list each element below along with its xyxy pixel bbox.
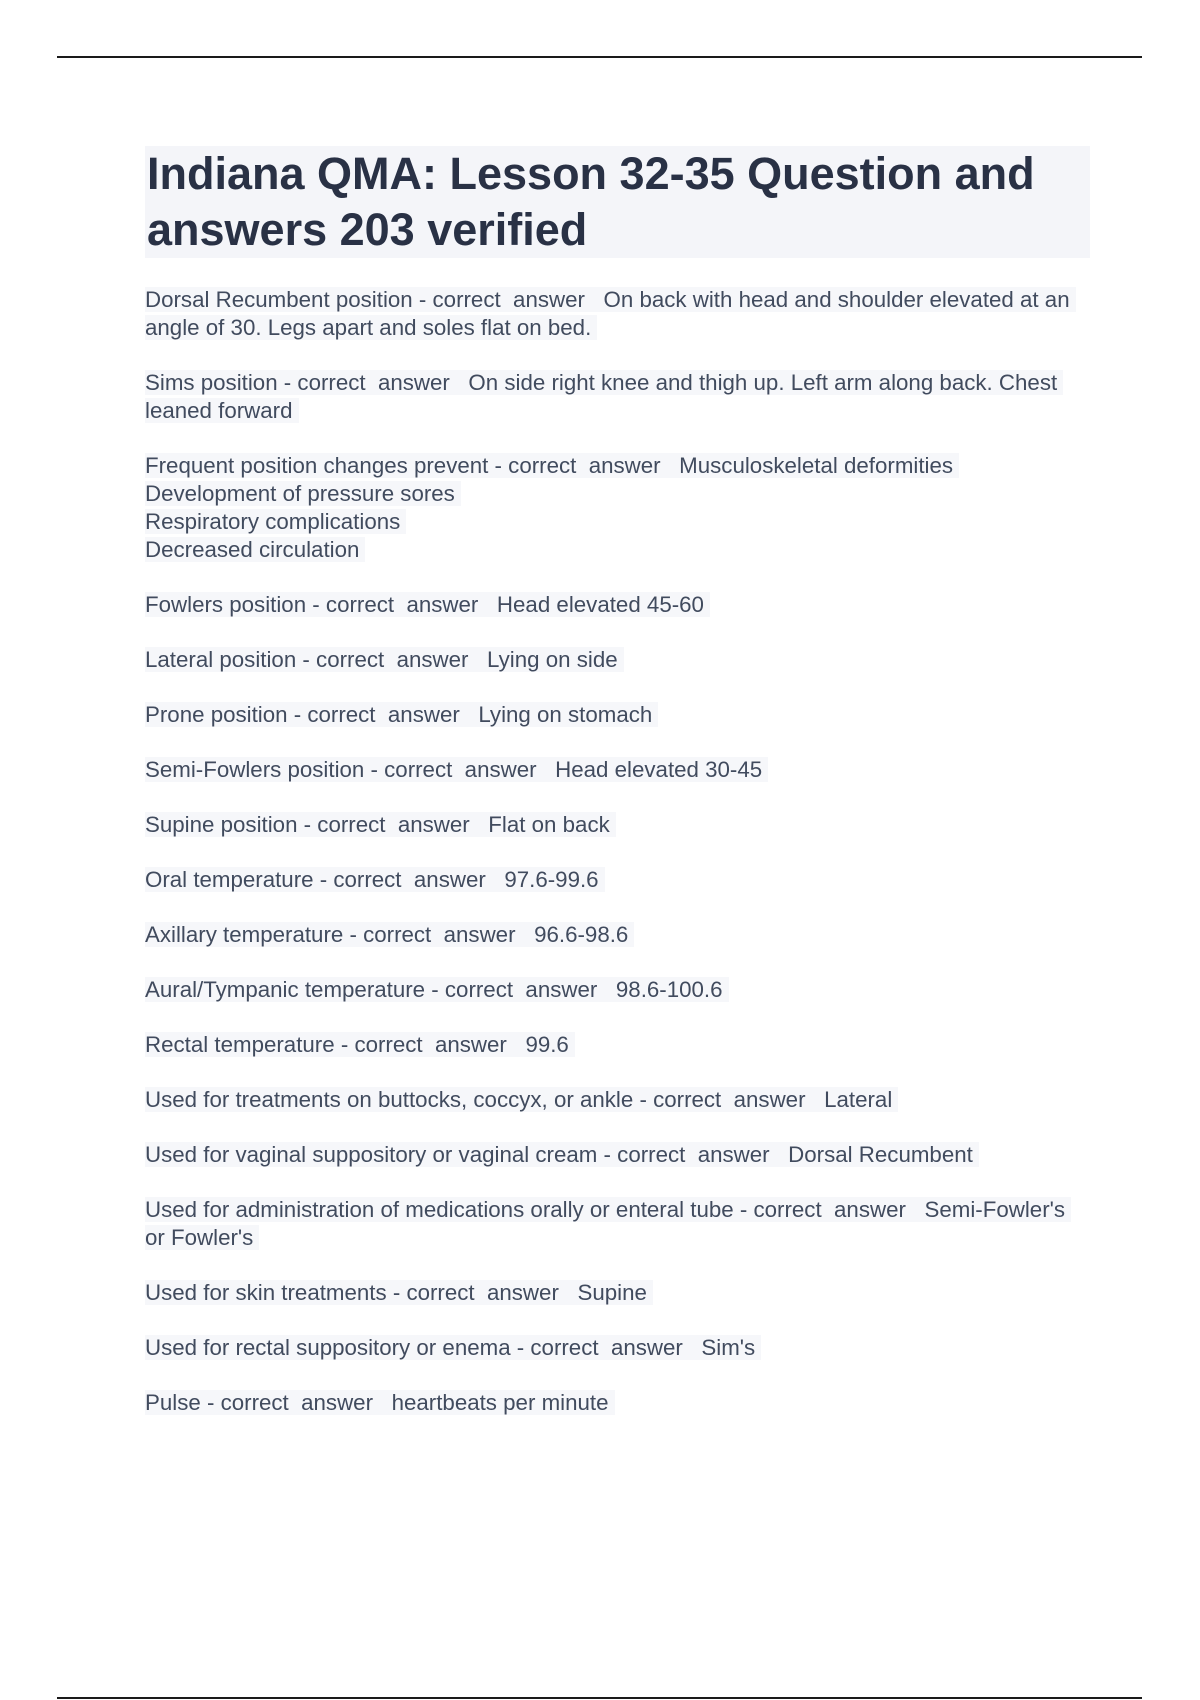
qa-list (145, 286, 1090, 1417)
question-text: Sims position (145, 370, 278, 395)
answer-separator: - correct answer (364, 757, 556, 782)
answer-separator: - correct answer (425, 977, 616, 1002)
question-text: Used for skin treatments (145, 1280, 387, 1305)
answer-text: Sim's (701, 1335, 756, 1360)
qa-item (145, 1086, 1090, 1114)
answer-text: Lying on stomach (478, 702, 653, 727)
answer-separator: - correct answer (297, 812, 489, 837)
answer-text: Flat on back (488, 812, 610, 837)
qa-first-line (145, 1032, 575, 1057)
answer-text: On back with head and shoulder elevated at an angle of 30. Legs apart and soles flat on bed. (145, 287, 1070, 340)
qa-first-line (145, 702, 658, 727)
qa-item (145, 646, 1090, 674)
qa-first-line (145, 453, 959, 478)
qa-item (145, 1389, 1090, 1417)
answer-text: Musculoskeletal deformities (679, 453, 954, 478)
qa-item (145, 866, 1090, 894)
answer-extra-line (145, 536, 1090, 564)
question-text: Used for vaginal suppository or vaginal cream (145, 1142, 598, 1167)
qa-item (145, 452, 1090, 564)
answer-separator: - correct answer (200, 1390, 392, 1415)
answer-extra-line (145, 508, 1090, 536)
question-text: Used for administration of medications orally or enteral tube (145, 1197, 734, 1222)
qa-item (145, 1031, 1090, 1059)
answer-separator: - correct answer (510, 1335, 702, 1360)
qa-first-line (145, 1087, 898, 1112)
answer-separator: - correct answer (296, 647, 488, 672)
answer-text: Semi-Fowler's or Fowler's (145, 1197, 1066, 1250)
qa-first-line (145, 1335, 761, 1360)
question-text: Used for rectal suppository or enema (145, 1335, 511, 1360)
qa-item (145, 921, 1090, 949)
answer-text: Development of pressure sores (145, 481, 461, 506)
question-text: Frequent position changes prevent (145, 453, 489, 478)
question-text: Prone position (145, 702, 288, 727)
qa-first-line (145, 1280, 653, 1305)
question-text: Dorsal Recumbent position (145, 287, 413, 312)
question-text: Supine position (145, 812, 298, 837)
qa-first-line (145, 370, 1063, 423)
question-text: Pulse (145, 1390, 201, 1415)
title-block (145, 146, 1090, 258)
question-text: Used for treatments on buttocks, coccyx, or ankle (145, 1087, 634, 1112)
answer-separator: - correct answer (412, 287, 604, 312)
qa-first-line (145, 922, 634, 947)
qa-first-line (145, 757, 768, 782)
answer-text: Head elevated 45-60 (496, 592, 704, 617)
answer-extra-line (145, 480, 1090, 508)
answer-text: 98.6-100.6 (615, 977, 723, 1002)
qa-first-line (145, 1142, 979, 1167)
qa-first-line (145, 647, 624, 672)
answer-text: Lying on side (487, 647, 618, 672)
answer-text: 96.6-98.6 (534, 922, 629, 947)
answer-separator: - correct answer (313, 867, 505, 892)
answer-separator: - correct answer (343, 922, 535, 947)
qa-item (145, 286, 1090, 342)
qa-item (145, 1196, 1090, 1252)
qa-item (145, 756, 1090, 784)
answer-text: 99.6 (525, 1032, 569, 1057)
answer-text: Decreased circulation (145, 537, 365, 562)
qa-item (145, 1334, 1090, 1362)
qa-item (145, 369, 1090, 425)
qa-first-line (145, 1197, 1071, 1250)
answer-separator: - correct answer (287, 702, 479, 727)
header-rule (57, 56, 1142, 58)
answer-text: heartbeats per minute (391, 1390, 609, 1415)
answer-text: Head elevated 30-45 (555, 757, 763, 782)
question-text: Lateral position (145, 647, 297, 672)
qa-first-line (145, 977, 729, 1002)
footer-rule (57, 1697, 1142, 1699)
qa-item (145, 1279, 1090, 1307)
qa-item (145, 1141, 1090, 1169)
question-text: Fowlers position (145, 592, 307, 617)
qa-item (145, 811, 1090, 839)
answer-text: 97.6-99.6 (504, 867, 599, 892)
question-text: Oral temperature (145, 867, 314, 892)
answer-separator: - correct answer (633, 1087, 825, 1112)
answer-separator: - correct answer (306, 592, 497, 617)
answer-separator: - correct answer (277, 370, 469, 395)
answer-separator: - correct answer (386, 1280, 578, 1305)
qa-item (145, 701, 1090, 729)
answer-text: Respiratory complications (145, 509, 406, 534)
qa-first-line (145, 1390, 615, 1415)
question-text: Rectal temperature (145, 1032, 335, 1057)
answer-text: Supine (577, 1280, 647, 1305)
page-title: Indiana QMA: Lesson 32-35 Question and answers 203 verified (147, 148, 1035, 255)
qa-item (145, 976, 1090, 1004)
qa-first-line (145, 287, 1076, 340)
question-text: Semi-Fowlers position (145, 757, 365, 782)
qa-item (145, 591, 1090, 619)
document-body (145, 146, 1090, 1444)
qa-first-line (145, 592, 710, 617)
qa-first-line (145, 867, 605, 892)
answer-text: Lateral (824, 1087, 893, 1112)
answer-text: Dorsal Recumbent (788, 1142, 973, 1167)
qa-first-line (145, 812, 616, 837)
question-text: Aural/Tympanic temperature (145, 977, 426, 1002)
answer-separator: - correct answer (733, 1197, 925, 1222)
question-text: Axillary temperature (145, 922, 344, 947)
answer-separator: - correct answer (488, 453, 680, 478)
answer-separator: - correct answer (597, 1142, 789, 1167)
answer-text: On side right knee and thigh up. Left arm along back. Chest leaned forward (145, 370, 1058, 423)
answer-separator: - correct answer (334, 1032, 526, 1057)
